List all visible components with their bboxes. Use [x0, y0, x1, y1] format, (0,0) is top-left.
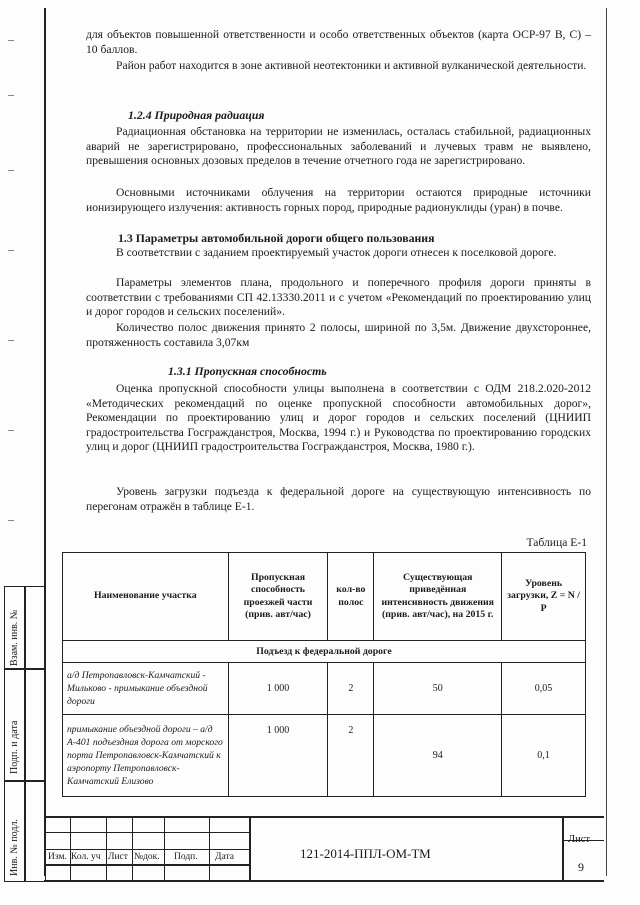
paragraph-sources: Основными источниками облучения на территории остаются природные источники ионизирующего излучения: активность горных пород, природные радионуклиды (уран) в почве. — [86, 186, 591, 214]
paragraph-lanes: Количество полос движения принято 2 полосы, шириной по 3,5м. Движение двухстороннее, протяженность составила 3,07км — [86, 321, 591, 349]
stamp-podp: Подп. — [174, 852, 198, 862]
cell-segment: а/д Петропавловск-Камчатский - Мильково - примыкание объездной дороги — [63, 663, 229, 715]
header-load: Уровень загрузки, Z = N / P — [502, 553, 586, 641]
strip-cell — [24, 586, 46, 670]
cell-segment: примыкание объездной дороги – а/д А-401 подъездная дорога от морского порта Петропавловск-Камчатский к аэропорту Петропавловск-Камчатский Елизово — [63, 715, 229, 797]
edge-mark — [8, 40, 14, 41]
label-inv-podl: Инв. № подл. — [9, 819, 20, 876]
paragraph-capacity-method: Оценка пропускной способности улицы выполнена в соответствии с ОДМ 218.2.020-2012 «Методических рекомендаций по оценке пропускной способности автомобильных дорог», Рекомендации по проектированию улиц и дорог городов и сельских поселений (ЦНИИП градостроительства Госгражданстроя, Москва, 1994 г.) и Руководства по проектированию городских улиц и дорог (ЦНИИП градостроительства Госгражданстроя, Москва, 1980 г.). — [86, 382, 591, 454]
paragraph-load-level: Уровень загрузки подъезда к федеральной дороге на существующую интенсивность по перегонам отражён в таблице Е-1. — [86, 485, 591, 513]
label-vzam-inv: Взам. инв. № — [9, 609, 20, 666]
stamp-data: Дата — [215, 852, 234, 862]
edge-mark — [8, 340, 14, 341]
edge-mark — [8, 430, 14, 431]
table-caption: Таблица Е-1 — [526, 536, 587, 549]
paragraph-seismic: для объектов повышенной ответственности и особо ответственных объектов (карта ОСР-97 В, С) – 10 баллов. — [86, 28, 591, 56]
group-row: Подъезд к федеральной дороге — [63, 641, 586, 663]
edge-mark — [8, 170, 14, 171]
heading-road-params: 1.3 Параметры автомобильной дороги общего пользования — [118, 231, 435, 245]
paragraph-radiation: Радиационная обстановка на территории не изменилась, осталась стабильной, радиационных аварий не зарегистрировано, профессиональных заболеваний и лучевых травм не выявлено, превышения основных дозовых пределов в течение отчетного года не зарегистрировано. — [86, 125, 591, 168]
cell-lanes: 2 — [328, 663, 374, 715]
cell-load: 0,1 — [502, 715, 586, 797]
strip-cell — [24, 668, 46, 782]
binding-strip — [4, 586, 44, 882]
sheet-number: 9 — [578, 860, 584, 874]
edge-mark — [8, 95, 14, 96]
table-row — [63, 663, 586, 715]
cell-intensity: 50 — [374, 663, 502, 715]
table-row — [63, 715, 586, 797]
capacity-table — [62, 552, 586, 797]
document-code: 121-2014-ППЛ-ОМ-ТМ — [300, 846, 431, 861]
cell-intensity: 94 — [374, 715, 502, 797]
heading-capacity: 1.3.1 Пропускная способность — [168, 364, 327, 378]
strip-cell — [24, 780, 46, 882]
paragraph-road-profile: Параметры элементов плана, продольного и поперечного профиля дороги приняты в соответствии с требованиями СП 42.13330.2011 и с учетом «Рекомендаций по проектированию улиц и дорог городов и сельских поселений». — [86, 276, 591, 319]
cell-capacity: 1 000 — [228, 715, 328, 797]
stamp-kol-uch: Кол. уч — [71, 852, 101, 862]
header-lanes: кол-во полос — [328, 553, 374, 641]
header-capacity: Пропускная способность проезжей части (прив. авт/час) — [228, 553, 328, 641]
header-intensity: Существующая приведённая интенсивность движения (прив. авт/час), на 2015 г. — [374, 553, 502, 641]
stamp-izm: Изм. — [48, 852, 67, 862]
stamp-ndok: №док. — [134, 852, 160, 862]
cell-capacity: 1 000 — [228, 663, 328, 715]
header-segment: Наименование участка — [63, 553, 229, 641]
stamp-list: Лист — [108, 852, 128, 862]
paragraph-road-category: В соответствии с заданием проектируемый участок дороги отнесен к поселковой дороге. — [116, 246, 557, 259]
label-podp-data: Подп. и дата — [9, 720, 20, 774]
heading-radiation: 1.2.4 Природная радиация — [128, 108, 265, 122]
edge-mark — [8, 250, 14, 251]
cell-load: 0,05 — [502, 663, 586, 715]
sheet-label: Лист — [568, 834, 590, 845]
cell-lanes: 2 — [328, 715, 374, 797]
edge-mark — [8, 520, 14, 521]
paragraph-tectonics: Район работ находится в зоне активной неотектоники и активной вулканической деятельности. — [116, 59, 587, 72]
